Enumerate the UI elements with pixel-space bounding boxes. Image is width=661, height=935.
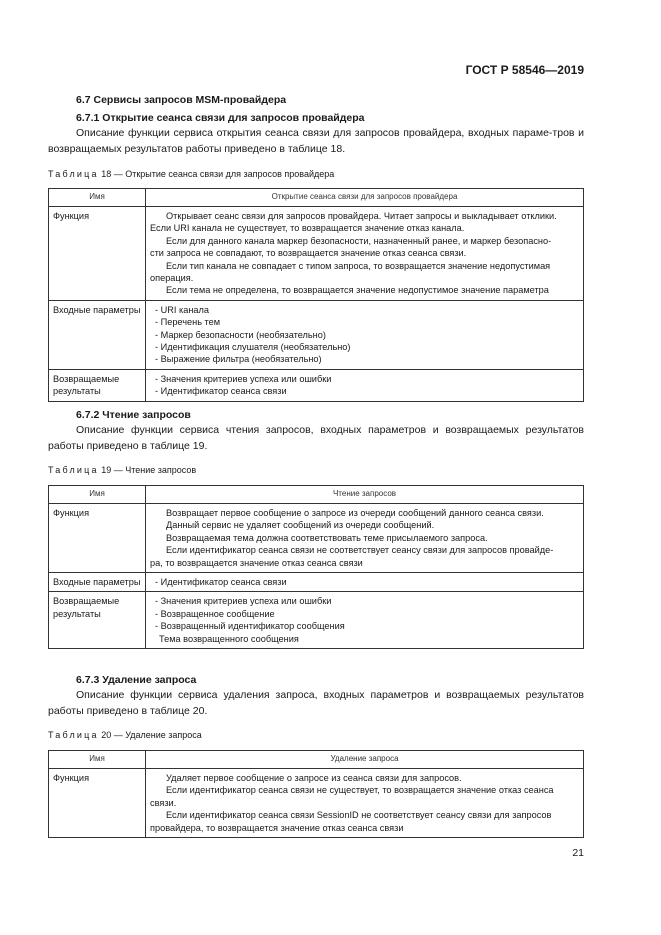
row-value <box>146 369 584 401</box>
list-item: Тема возвращенного сообщения <box>159 633 299 644</box>
text-line: сти запроса не совпадают, то возвращается значение отказ сеанса связи. <box>150 248 467 259</box>
table-19-caption <box>48 465 196 475</box>
list-item: - Идентификатор сеанса связи <box>155 386 287 397</box>
text-line: Если URI канала не существует, то возвращается значение отказ канала. <box>150 223 465 234</box>
subsection-title-6-7-2: 6.7.2 Чтение запросов <box>76 409 191 421</box>
text-line: Если идентификатор сеанса связи не соответствует сеансу связи для запросов провайде- <box>166 545 554 556</box>
list-item: - Маркер безопасности (необязательно) <box>155 329 326 340</box>
caption-prefix: Таблица <box>48 730 99 740</box>
text-line: Данный сервис не удаляет сообщений из очереди сообщений. <box>166 520 435 531</box>
list-item: - Возвращенное сообщение <box>155 608 275 619</box>
caption-prefix: Таблица <box>48 169 99 179</box>
list-item: - Перечень тем <box>155 317 221 328</box>
table-row <box>49 592 584 649</box>
row-label: Входные параметры <box>49 573 146 592</box>
table-18-caption <box>48 169 334 179</box>
header-value: Удаление запроса <box>146 751 584 769</box>
header-value: Чтение запросов <box>146 486 584 504</box>
table-20-caption <box>48 730 202 740</box>
row-label: Функция <box>49 769 146 838</box>
table-row <box>49 504 584 573</box>
text-line: Если для данного канала маркер безопасности, назначенный ранее, и маркер безопасно- <box>166 235 552 246</box>
header-value: Открытие сеанса связи для запросов провайдера <box>146 189 584 207</box>
paragraph-6-7-2: Описание функции сервиса чтения запросов, входных параметров и возвращаемых результатов работы приведено в таблице 19. <box>48 424 584 452</box>
text-line: Если идентификатор сеанса связи не существует, то возвращается значение отказ сеанса <box>166 785 554 796</box>
table-header-row <box>49 486 584 504</box>
table-row <box>49 573 584 592</box>
subsection-title-6-7-1: 6.7.1 Открытие сеанса связи для запросов провайдера <box>76 112 365 124</box>
table-row <box>49 300 584 369</box>
header-name: Имя <box>49 189 146 207</box>
document-code: ГОСТ Р 58546—2019 <box>465 63 584 77</box>
table-row <box>49 369 584 401</box>
table-header-row <box>49 751 584 769</box>
row-value <box>146 300 584 369</box>
row-value <box>146 207 584 301</box>
row-label: Функция <box>49 504 146 573</box>
list-item: - Возвращенный идентификатор сообщения <box>155 621 345 632</box>
row-value <box>146 504 584 573</box>
table-19 <box>48 485 584 649</box>
text-line: связи. <box>150 797 177 808</box>
subsection-title-6-7-3: 6.7.3 Удаление запроса <box>76 674 197 686</box>
caption-text: 18 — Открытие сеанса связи для запросов провайдера <box>101 169 335 179</box>
caption-text: 19 — Чтение запросов <box>101 465 197 475</box>
text-line: операция. <box>150 273 194 284</box>
list-item: - Значения критериев успеха или ошибки <box>155 596 332 607</box>
row-value <box>146 769 584 838</box>
text-line: Открывает сеанс связи для запросов провайдера. Читает запросы и выкладывает отклики. <box>166 211 557 221</box>
row-value <box>146 573 584 592</box>
table-20 <box>48 750 584 838</box>
list-item: - Выражение фильтра (необязательно) <box>155 354 322 365</box>
header-name: Имя <box>49 751 146 769</box>
table-18 <box>48 188 584 402</box>
text-line: Возвращаемая тема должна соответствовать теме присылаемого запроса. <box>166 532 488 543</box>
list-item: - Значения критериев успеха или ошибки <box>155 373 332 384</box>
row-label: Возвращаемые результаты <box>49 369 146 401</box>
text-line: Если идентификатор сеанса связи SessionID не соответствует сеансу связи для запросов <box>166 810 552 821</box>
paragraph-6-7-3: Описание функции сервиса удаления запроса, входных параметров и возвращаемых результатов работы приведено в таблице 20. <box>48 689 584 717</box>
row-label: Входные параметры <box>49 300 146 369</box>
caption-text: 20 — Удаление запроса <box>101 730 202 740</box>
list-item: - Идентификатор сеанса связи <box>155 577 287 588</box>
row-label: Возвращаемые результаты <box>49 592 146 649</box>
text-line: Удаляет первое сообщение о запросе из сеанса связи для запросов. <box>166 773 462 783</box>
text-line: ра, то возвращается значение отказ сеанса связи <box>150 557 363 568</box>
table-row <box>49 207 584 301</box>
section-title: 6.7 Сервисы запросов MSM-провайдера <box>76 94 287 106</box>
caption-prefix: Таблица <box>48 465 99 475</box>
text-line: провайдера, то возвращается значение отказ сеанса связи <box>150 822 404 833</box>
header-name: Имя <box>49 486 146 504</box>
text-line: Если тема не определена, то возвращается значение недопустимое значение параметра <box>166 285 549 296</box>
table-header-row <box>49 189 584 207</box>
page-number: 21 <box>572 847 584 859</box>
list-item: - URI канала <box>155 304 209 315</box>
text-line: Возвращает первое сообщение о запросе из очереди сообщений данного сеанса связи. <box>166 508 544 518</box>
paragraph-6-7-1: Описание функции сервиса открытия сеанса связи для запросов провайдера, входных параме-тров и возвращаемых результатов работы приведено в таблице 18. <box>48 127 584 155</box>
table-row <box>49 769 584 838</box>
list-item: - Идентификация слушателя (необязательно) <box>155 342 351 353</box>
text-line: Если тип канала не совпадает с типом запроса, то возвращается значение недопустимая <box>166 260 551 271</box>
row-label: Функция <box>49 207 146 301</box>
row-value <box>146 592 584 649</box>
